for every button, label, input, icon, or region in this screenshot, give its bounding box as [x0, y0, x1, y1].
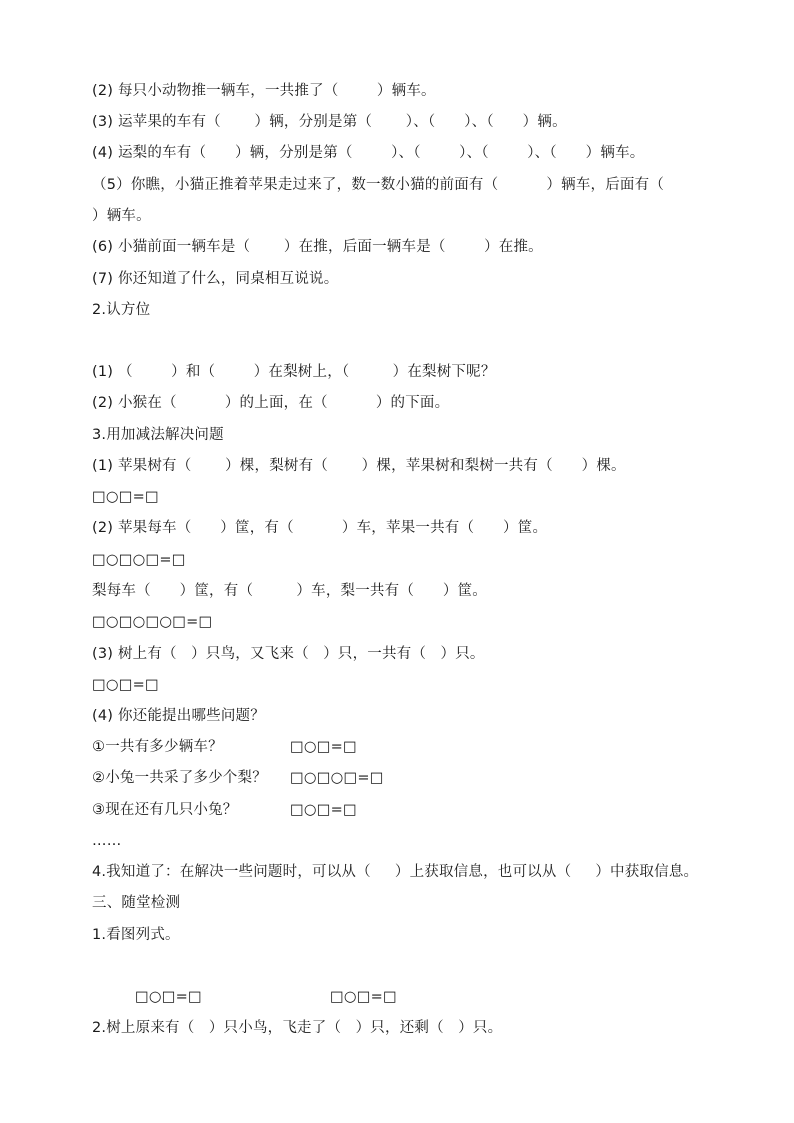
- problem-2-line: (2) 苹果每车（ ）筐，有（ ）车，苹果一共有（ ）筐。: [92, 520, 548, 536]
- section-4-line: 4.我知道了：在解决一些问题时，可以从（ ）上获取信息，也可以从（ ）中获取信息。: [92, 864, 699, 880]
- section-3-title: 三、随堂检测: [92, 895, 181, 911]
- section-2-heading: 2.认方位: [92, 302, 151, 318]
- check-2-line: 2.树上原来有（ ）只小鸟，飞走了（ ）只，还剩（ ）只。: [92, 1020, 503, 1036]
- question-7-line: (7) 你还知道了什么，同桌相互说说。: [92, 271, 339, 287]
- check-1-heading: 1.看图列式。: [92, 927, 180, 943]
- formula-4: □○□=□: [92, 677, 159, 693]
- problem-1-line: (1) 苹果树有（ ）棵，梨树有（ ）棵，苹果树和梨树一共有（ ）棵。: [92, 458, 626, 474]
- question-5-line: （5）你瞧，小猫正推着苹果走过来了，数一数小猫的前面有（ ）辆车，后面有（: [92, 177, 665, 193]
- direction-q1: (1) （ ）和（ ）在梨树上，（ ）在梨树下呢？: [92, 364, 496, 380]
- question-6-line: (6) 小猫前面一辆车是（ ）在推，后面一辆车是（ ）在推。: [92, 239, 543, 255]
- question-3-line: (3) 运苹果的车有（ ）辆，分别是第（ ）、（ ）、（ ）辆。: [92, 114, 567, 130]
- formula-2: □○□○□=□: [92, 552, 186, 568]
- formula-1: □○□=□: [92, 489, 159, 505]
- question-2-line: (2) 每只小动物推一辆车，一共推了（ ）辆车。: [92, 83, 436, 99]
- question-4-line: (4) 运梨的车有（ ）辆，分别是第（ ）、（ ）、（ ）、（ ）辆车。: [92, 145, 645, 161]
- pear-line: 梨每车（ ）筐，有（ ）车，梨一共有（ ）筐。: [92, 583, 487, 599]
- problem-4-line: (4) 你还能提出哪些问题？: [92, 708, 265, 724]
- sub-question-3-formula: □○□=□: [290, 802, 357, 818]
- sub-question-3: ③现在还有几只小兔？: [92, 802, 238, 818]
- sub-question-2-formula: □○□○□=□: [290, 770, 384, 786]
- check-formula-2: □○□=□: [330, 989, 397, 1005]
- problem-3-line: (3) 树上有（ ）只鸟，又飞来（ ）只，一共有（ ）只。: [92, 646, 485, 662]
- sub-question-1: ①一共有多少辆车？: [92, 739, 223, 755]
- sub-question-2: ②小兔一共采了多少个梨？: [92, 770, 267, 786]
- ellipsis: ……: [92, 833, 122, 849]
- section-3-heading: 3.用加减法解决问题: [92, 427, 224, 443]
- direction-q2: (2) 小猴在（ ）的上面，在（ ）的下面。: [92, 395, 450, 411]
- check-formula-1: □○□=□: [135, 989, 202, 1005]
- formula-3: □○□○□○□=□: [92, 614, 213, 630]
- question-5-continuation: ）辆车。: [92, 208, 151, 224]
- sub-question-1-formula: □○□=□: [290, 739, 357, 755]
